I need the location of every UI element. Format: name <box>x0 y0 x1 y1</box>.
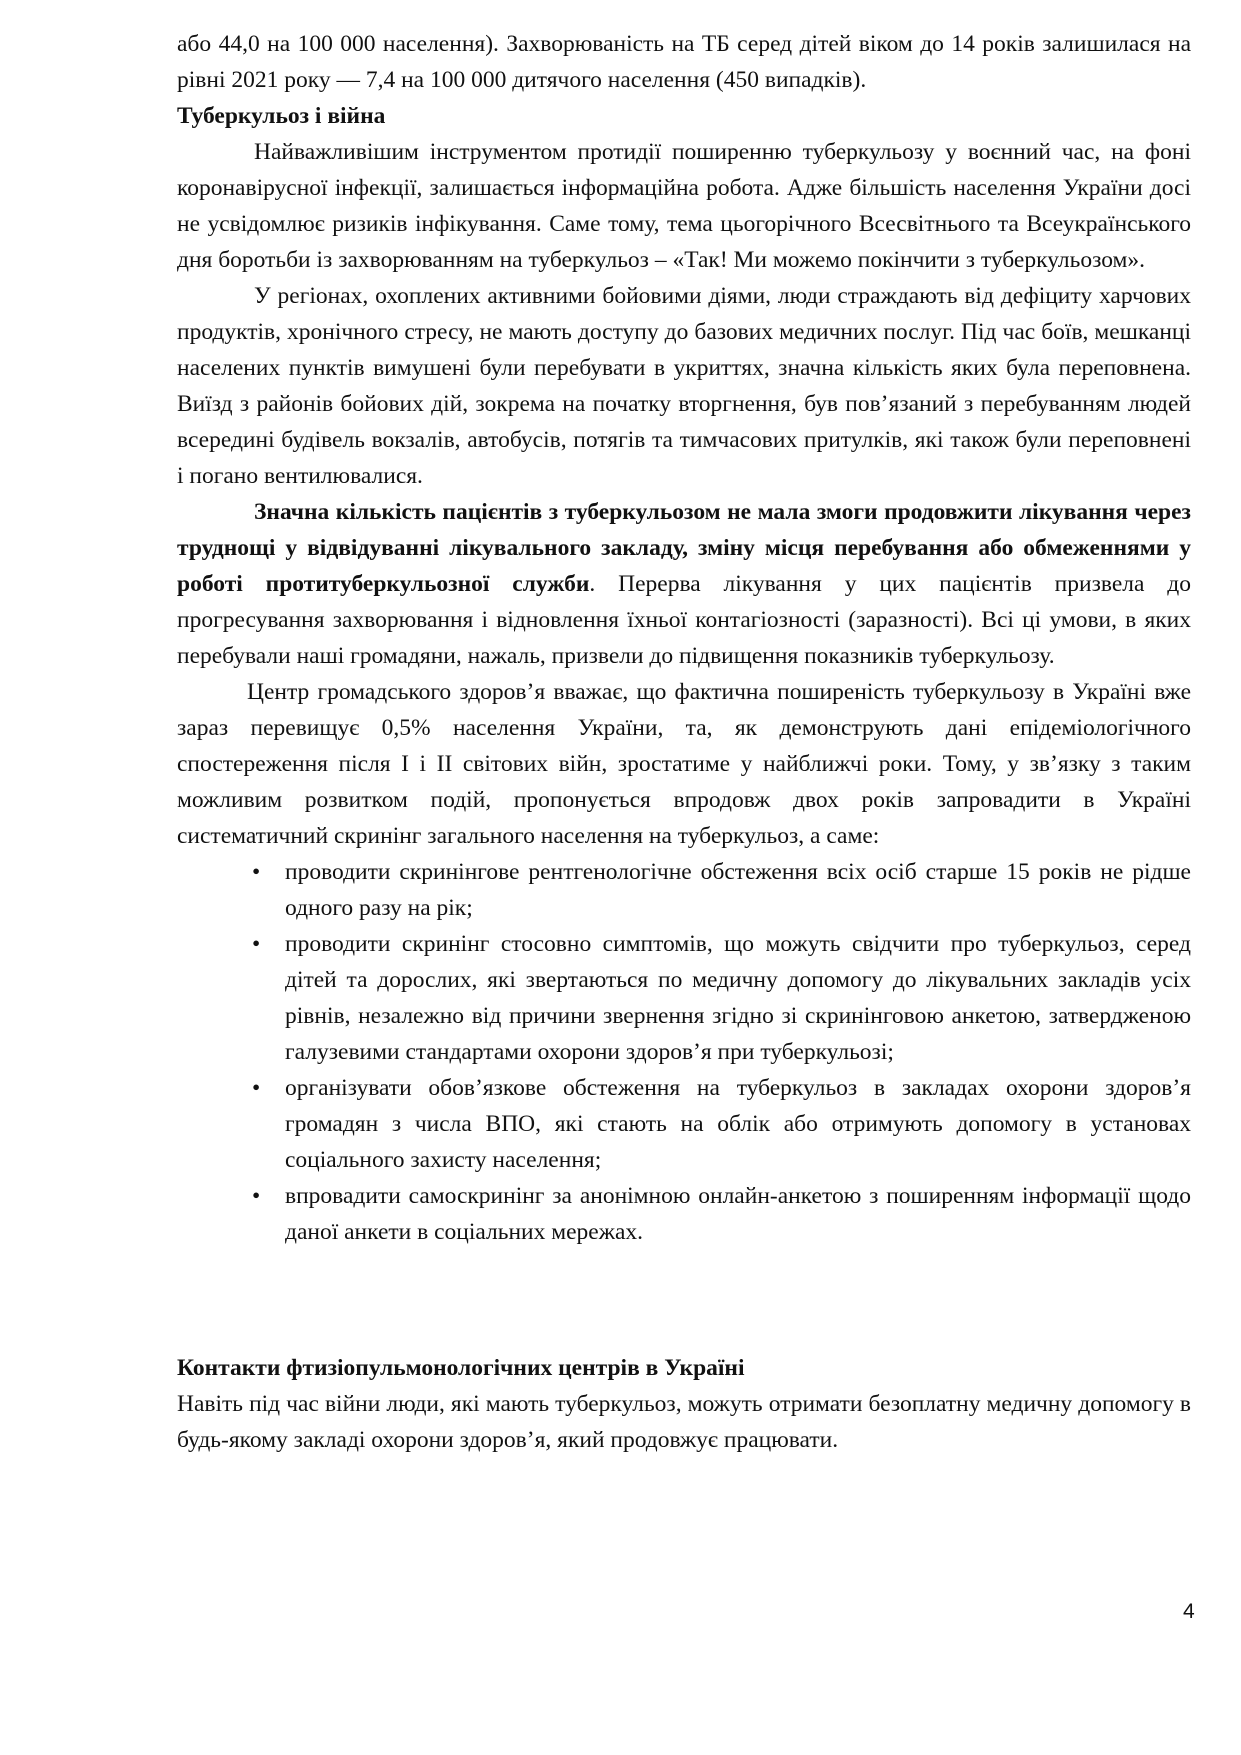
list-item <box>177 926 1191 1070</box>
treatment-interruption-bold-text: Значна кількість пацієнтів з туберкульозом не мала змоги продовжити лікування через труднощі у відвідуванні лікувального закладу, зміну місця перебування або обмеженнями у роботі протитуберкульозної служби <box>177 499 1191 597</box>
bullet-icon: • <box>252 931 261 957</box>
screening-recommendations-list <box>177 854 1191 1250</box>
page-number: 4 <box>1183 1600 1195 1623</box>
list-item <box>177 1070 1191 1178</box>
paragraph-public-health-center: Центр громадського здоров’я вважає, що фактична поширеність туберкульозу в Україні вже зараз перевищує 0,5% населення України, та, як демонструють дані епідеміологічного спостереження після І і ІІ світових війн, зростатиме у найближчі роки. Тому, у зв’язку з таким можливим розвитком подій, пропонується впродовж двох років запровадити в Україні систематичний скринінг загального населення на туберкульоз, а саме: <box>177 679 1191 849</box>
list-item-text: проводити скринінг стосовно симптомів, що можуть свідчити про туберкульоз, серед дітей та дорослих, які звертаються по медичну допомогу до лікувальних закладів усіх рівнів, незалежно від причини звернення згідно зі скринінговою анкетою, затвердженою галузевими стандартами охорони здоров’я при туберкульозі; <box>285 931 1191 1065</box>
paragraph-treatment-interruption <box>177 494 1191 674</box>
list-item-text: проводити скринінгове рентгенологічне обстеження всіх осіб старше 15 років не рідше одного разу на рік; <box>285 859 1191 921</box>
list-item <box>177 854 1191 926</box>
section-title-tuberculosis-and-war: Туберкульоз і війна <box>177 103 386 129</box>
paragraph-combat-regions: У регіонах, охоплених активними бойовими діями, люди страждають від дефіциту харчових продуктів, хронічного стресу, не мають доступу до базових медичних послуг. Під час боїв, мешканці населених пунктів вимушені були перебувати в укриттях, значна кількість яких була переповнена. Виїзд з районів бойових дій, зокрема на початку вторгнення, був пов’язаний з перебуванням людей всередині будівель вокзалів, автобусів, потягів та тимчасових притулків, які також були переповнені і погано вентилювалися. <box>177 283 1191 489</box>
list-item-text: впровадити самоскринінг за анонімною онлайн-анкетою з поширенням інформації щодо даної анкети в соціальних мережах. <box>285 1183 1191 1245</box>
list-item-text: організувати обов’язкове обстеження на туберкульоз в закладах охорони здоров’я громадян з числа ВПО, які стають на облік або отримують допомогу в установах соціального захисту населення; <box>285 1075 1191 1173</box>
bullet-icon: • <box>252 1075 261 1101</box>
list-item <box>177 1178 1191 1250</box>
bullet-icon: • <box>252 1183 261 1209</box>
paragraph-information-work: Найважливішим інструментом протидії поширенню туберкульозу у воєнний час, на фоні коронавірусної інфекції, залишається інформаційна робота. Адже більшість населення України досі не усвідомлює ризиків інфікування. Саме тому, тема цьогорічного Всесвітнього та Всеукраїнського дня боротьби із захворюванням на туберкульоз – «Так! Ми можемо покінчити з туберкульозом». <box>177 139 1191 273</box>
treatment-interruption-text: . Перерва лікування у цих пацієнтів призвела до прогресування захворювання і відновлення їхньої контагіозності (заразності). Всі ці умови, в яких перебували наші громадяни, нажаль, призвели до підвищення показників туберкульозу. <box>177 571 1191 669</box>
section-title-contacts: Контакти фтизіопульмонологічних центрів в Україні <box>177 1355 745 1381</box>
intro-paragraph: або 44,0 на 100 000 населення). Захворюваність на ТБ серед дітей віком до 14 років залишилася на рівні 2021 року — 7,4 на 100 000 дитячого населення (450 випадків). <box>177 31 1191 93</box>
document-page <box>177 26 1191 1458</box>
bullet-icon: • <box>252 859 261 885</box>
blank-space <box>177 1250 1191 1350</box>
paragraph-free-medical-help: Навіть під час війни люди, які мають туберкульоз, можуть отримати безоплатну медичну допомогу в будь-якому закладі охорони здоров’я, який продовжує працювати. <box>177 1391 1191 1453</box>
